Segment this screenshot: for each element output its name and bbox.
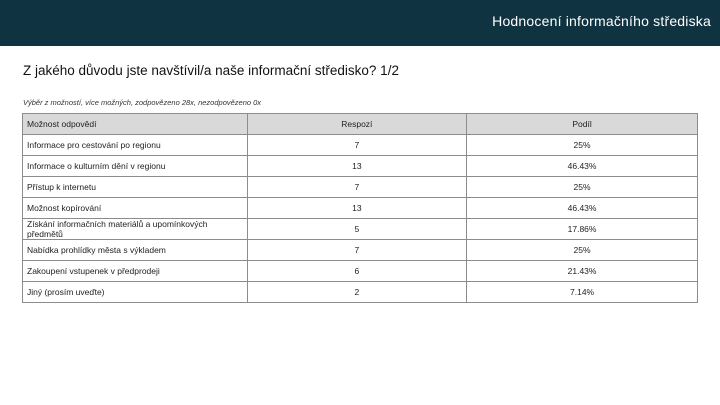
table-row	[23, 261, 698, 282]
table-row	[23, 156, 698, 177]
option-cell: Nabídka prohlídky města s výkladem	[23, 240, 248, 261]
table-row	[23, 135, 698, 156]
share-cell: 46.43%	[467, 198, 698, 219]
table-row	[23, 198, 698, 219]
share-cell: 7.14%	[467, 282, 698, 303]
responses-cell: 7	[247, 177, 467, 198]
responses-cell: 5	[247, 219, 467, 240]
table-row	[23, 219, 698, 240]
column-header-responses: Respozí	[247, 114, 467, 135]
report-title: Hodnocení informačního střediska	[492, 13, 711, 29]
share-cell: 25%	[467, 177, 698, 198]
share-cell: 25%	[467, 135, 698, 156]
option-cell: Získání informačních materiálů a upomínkových předmětů	[23, 219, 248, 240]
responses-cell: 6	[247, 261, 467, 282]
responses-cell: 13	[247, 156, 467, 177]
share-cell: 46.43%	[467, 156, 698, 177]
share-cell: 25%	[467, 240, 698, 261]
share-cell: 21.43%	[467, 261, 698, 282]
question-heading: Z jakého důvodu jste navštívil/a naše informační středisko? 1/2	[23, 63, 399, 78]
table-row	[23, 282, 698, 303]
option-cell: Přístup k internetu	[23, 177, 248, 198]
table-row	[23, 240, 698, 261]
results-table	[22, 113, 698, 303]
option-cell: Informace o kulturním dění v regionu	[23, 156, 248, 177]
responses-cell: 13	[247, 198, 467, 219]
option-cell: Zakoupení vstupenek v předprodeji	[23, 261, 248, 282]
responses-cell: 7	[247, 135, 467, 156]
title-bar	[0, 0, 720, 46]
option-cell: Informace pro cestování po regionu	[23, 135, 248, 156]
table-header-row	[23, 114, 698, 135]
column-header-option: Možnost odpovědí	[23, 114, 248, 135]
column-header-share: Podíl	[467, 114, 698, 135]
table-row	[23, 177, 698, 198]
option-cell: Možnost kopírování	[23, 198, 248, 219]
share-cell: 17.86%	[467, 219, 698, 240]
question-subtitle: Výběr z možností, více možných, zodpovězeno 28x, nezodpovězeno 0x	[23, 98, 262, 107]
option-cell: Jiný (prosím uveďte)	[23, 282, 248, 303]
responses-cell: 7	[247, 240, 467, 261]
responses-cell: 2	[247, 282, 467, 303]
